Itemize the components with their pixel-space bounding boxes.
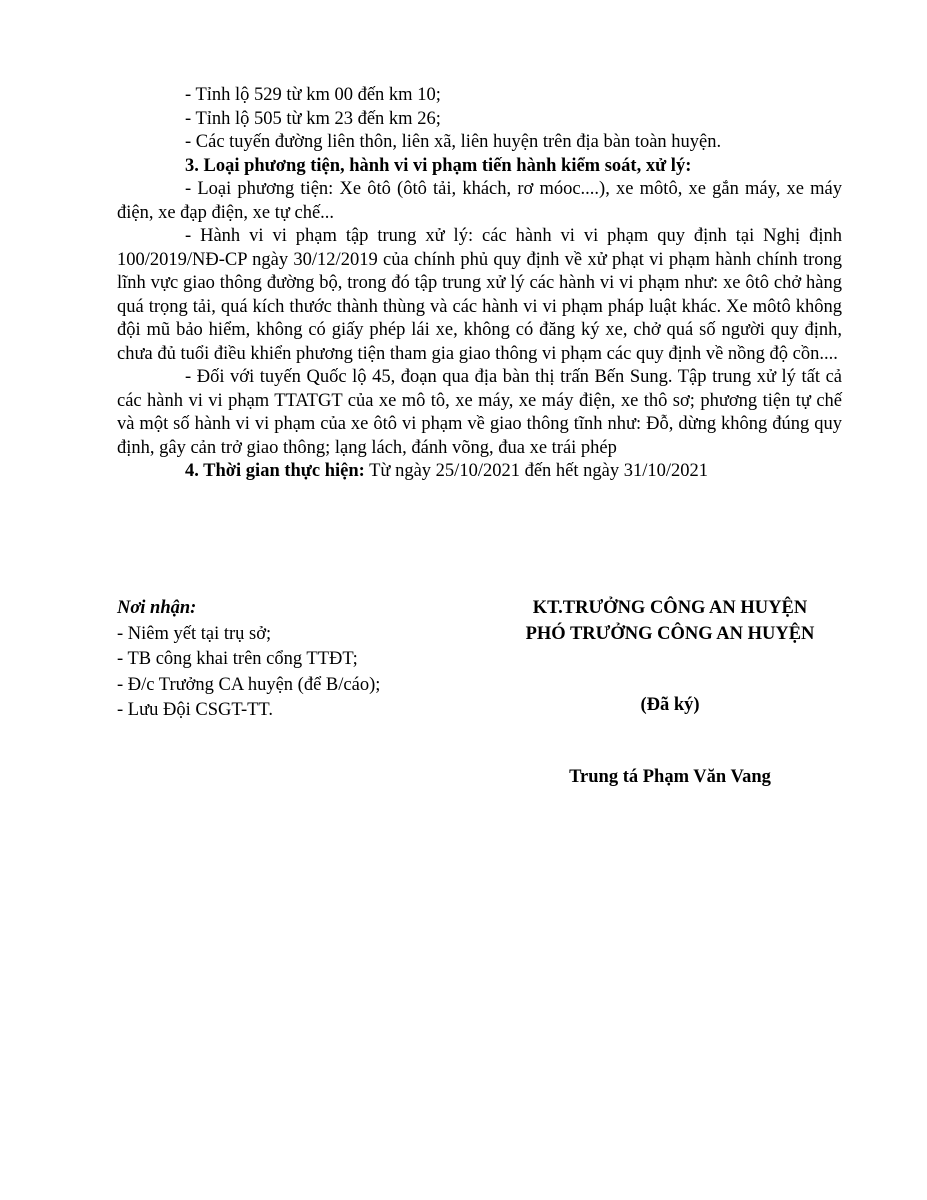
route-item-505: - Tỉnh lộ 505 từ km 23 đến km 26; xyxy=(185,108,441,129)
route-item-529: - Tỉnh lộ 529 từ km 00 đến km 10; xyxy=(185,85,441,105)
signature-title-block xyxy=(480,596,860,647)
signer-name: Trung tá Phạm Văn Vang xyxy=(569,767,771,787)
recipient-item: - Đ/c Trưởng CA huyện (để B/cáo); xyxy=(117,674,381,695)
section-3-heading: 3. Loại phương tiện, hành vi vi phạm tiến hành kiểm soát, xử lý: xyxy=(185,155,692,176)
recipient-item: - TB công khai trên cổng TTĐT; xyxy=(117,649,358,669)
section-4-text: Từ ngày 25/10/2021 đến hết ngày 31/10/2021 xyxy=(364,461,709,481)
violations-paragraph: - Hành vi vi phạm tập trung xử lý: các hành vi vi phạm quy định tại Nghị định 100/2019/NĐ-CP ngày 30/12/2019 của chính phủ quy định về xử phạt vi phạm hành chính trong lĩnh vực giao thông đường bộ, trong đó tập trung xử lý các hành vi vi phạm như: xe ôtô chở hàng quá trọng tải, quá kích thước thành thùng và các hành vi vi phạm pháp luật khác. Xe môtô không đội mũ bảo hiểm, không có giấy phép lái xe, không có đăng ký xe, chở quá số người quy định, chưa đủ tuổi điều khiển phương tiện tham gia giao thông vi phạm các quy định về nồng độ cồn.... xyxy=(117,226,842,364)
section-4-line xyxy=(117,460,842,484)
signature-title-line-1: KT.TRƯỞNG CÔNG AN HUYỆN xyxy=(532,598,808,618)
highway-45-paragraph: - Đối với tuyến Quốc lộ 45, đoạn qua địa bàn thị trấn Bến Sung. Tập trung xử lý tất cả các hành vi vi phạm TTATGT của xe mô tô, xe máy, xe máy điện, xe thô sơ; phương tiện tự chế và một số hành vi vi phạm của xe ôtô vi phạm về giao thông tĩnh như: Đỗ, dừng không đúng quy định, gây cản trở giao thông; lạng lách, đánh võng, đua xe trái phép xyxy=(117,367,842,458)
recipients-block xyxy=(117,596,477,724)
route-item-local: - Các tuyến đường liên thôn, liên xã, liên huyện trên địa bàn toàn huyện. xyxy=(185,132,722,152)
signed-note: (Đã ký) xyxy=(640,695,700,715)
recipient-item: - Niêm yết tại trụ sở; xyxy=(117,623,272,644)
recipients-label: Nơi nhận: xyxy=(117,598,197,618)
section-4-heading: 4. Thời gian thực hiện: xyxy=(185,461,365,481)
document-body xyxy=(117,84,842,484)
signature-title-line-2: PHÓ TRƯỞNG CÔNG AN HUYỆN xyxy=(525,623,815,644)
vehicle-types-paragraph: - Loại phương tiện: Xe ôtô (ôtô tải, khách, rơ móoc....), xe môtô, xe gắn máy, xe máy điện, xe đạp điện, xe tự chế... xyxy=(117,179,842,223)
recipient-item: - Lưu Đội CSGT-TT. xyxy=(117,700,273,720)
